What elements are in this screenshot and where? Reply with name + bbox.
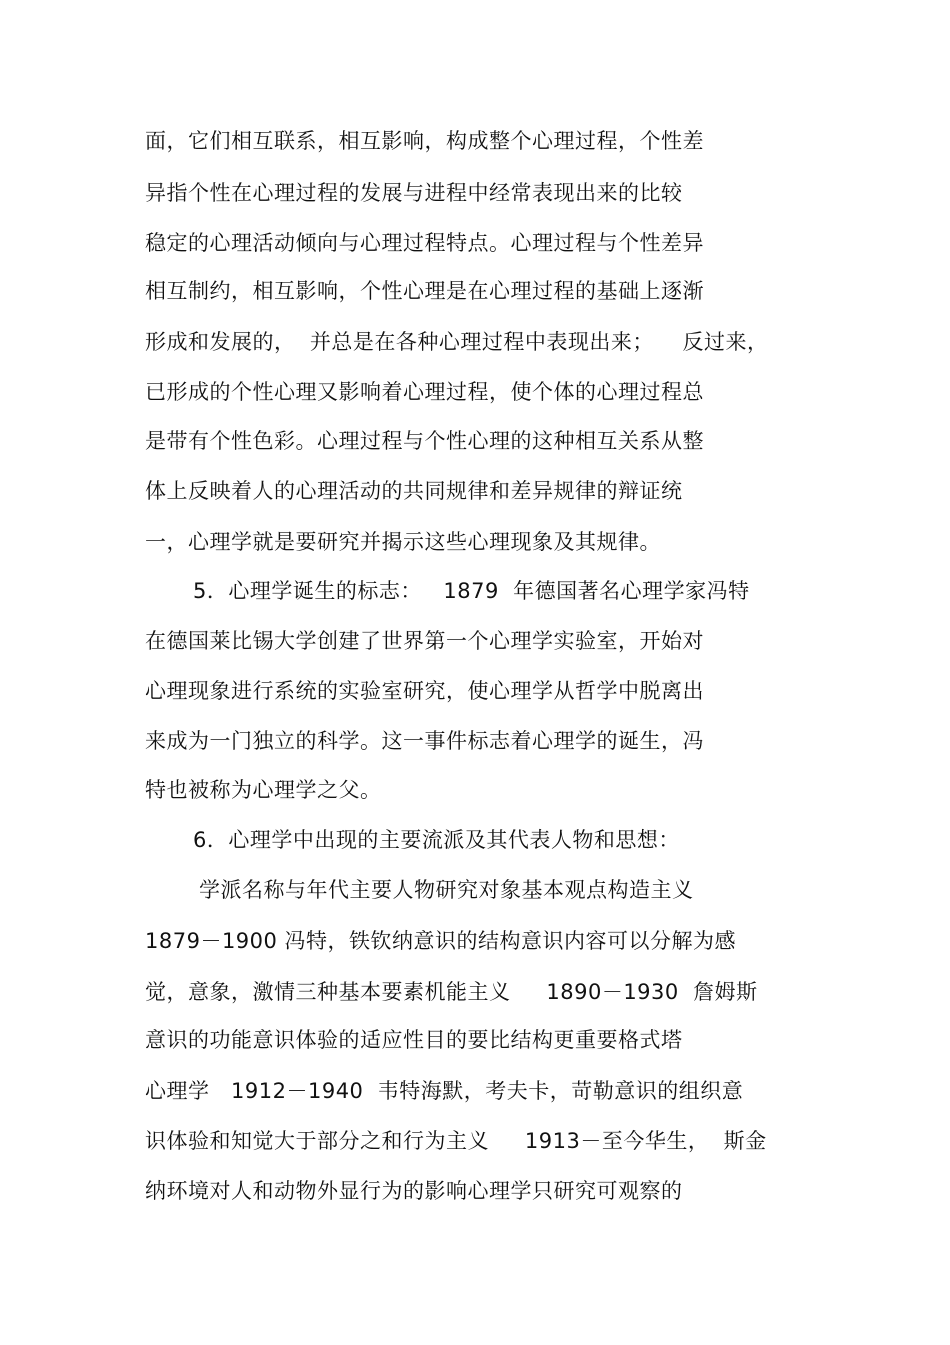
text-line-8: 体上反映着人的心理活动的共同规律和差异规律的辩证统 — [145, 479, 683, 503]
text-line-5: 形成和发展的， 并总是在各种心理过程中表现出来； 反过来， — [145, 330, 769, 354]
text-line-14: 特也被称为心理学之父。 — [145, 778, 382, 802]
text-line-3: 稳定的心理活动倾向与心理过程特点。心理过程与个性差异 — [145, 231, 704, 255]
section-heading-5: 5．心理学诞生的标志： 1879 年德国著名心理学家冯特 — [193, 579, 750, 603]
text-line-19: 意识的功能意识体验的适应性目的要比结构更重要格式塔 — [145, 1028, 683, 1052]
text-line-9: 一，心理学就是要研究并揭示这些心理现象及其规律。 — [145, 530, 661, 554]
text-line-4: 相互制约，相互影响，个性心理是在心理过程的基础上逐渐 — [145, 279, 704, 303]
text-line-20: 心理学 1912－1940 韦特海默，考夫卡，苛勒意识的组织意 — [145, 1079, 744, 1103]
text-line-17: 1879－1900 冯特，铁钦纳意识的结构意识内容可以分解为感 — [145, 929, 737, 953]
text-line-6: 已形成的个性心理又影响着心理过程，使个体的心理过程总 — [145, 380, 704, 404]
text-line-2: 异指个性在心理过程的发展与进程中经常表现出来的比较 — [145, 181, 683, 205]
text-line-18: 觉，意象，激情三种基本要素机能主义 1890－1930 詹姆斯 — [145, 980, 758, 1004]
text-line-21: 识体验和知觉大于部分之和行为主义 1913－至今华生， 斯金 — [145, 1129, 767, 1153]
section-heading-6: 6．心理学中出现的主要流派及其代表人物和思想： — [193, 828, 680, 852]
text-line-13: 来成为一门独立的科学。这一事件标志着心理学的诞生，冯 — [145, 729, 704, 753]
table-header-line: 学派名称与年代主要人物研究对象基本观点构造主义 — [199, 878, 694, 902]
text-line-7: 是带有个性色彩。心理过程与个性心理的这种相互关系从整 — [145, 429, 704, 453]
text-line-12: 心理现象进行系统的实验室研究，使心理学从哲学中脱离出 — [145, 679, 704, 703]
text-line-22: 纳环境对人和动物外显行为的影响心理学只研究可观察的 — [145, 1179, 683, 1203]
text-line-11: 在德国莱比锡大学创建了世界第一个心理学实验室，开始对 — [145, 629, 704, 653]
text-line-1: 面，它们相互联系，相互影响，构成整个心理过程，个性差 — [145, 129, 704, 153]
